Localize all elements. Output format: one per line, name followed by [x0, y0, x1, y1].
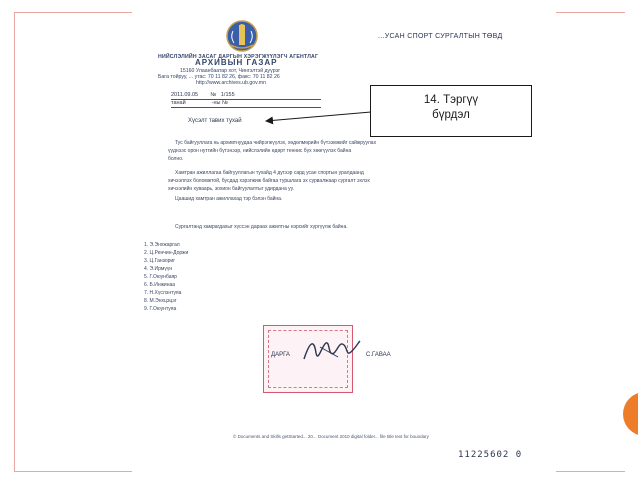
staff-list-item: 2. Ц.Ренчин-Доржи [144, 250, 189, 256]
paragraph-line: хичээллэх боломжтой, бусдад хэрэгжиж байгаа туршлага эх сурвалжаар сургалт эхлэх [168, 178, 370, 184]
callout-text [371, 93, 531, 123]
callout-line-2: бүрдэл [432, 109, 470, 121]
ref-to-number-label: -ны № [211, 100, 228, 106]
reference-line-1 [171, 92, 235, 98]
paragraph-line: Хамтран ажиллагаа байгууллагын тухайд 4 дүгээр сард усан спортын уралдаанд [175, 170, 364, 176]
org-address: 15160 Улаанбаатар хот, Чингэлтэй дүүрэг [180, 68, 281, 74]
signature-icon [300, 335, 364, 365]
staff-list-item: 3. Ц.Ганзориг [144, 258, 176, 264]
callout-line-1: 14. Тэргүү [423, 94, 479, 106]
letter-subject: Хүсэлт тавих тухай [188, 118, 242, 124]
ref-number: 1/155 [220, 92, 235, 98]
signatory-title: ДАРГА [271, 352, 290, 358]
staff-list-item: 9. Г.Оюунтуяа [144, 306, 177, 312]
ref-number-label: № [210, 92, 217, 98]
org-title: АРХИВЫН ГАЗАР [195, 58, 278, 67]
staff-list-item: 6. Б.Инжинаа [144, 282, 176, 288]
staff-list-item: 8. М.Энхцэцэг [144, 298, 177, 304]
staff-list-item: 5. Г.Оюунбаяр [144, 274, 177, 280]
staff-list-item: 7. Н.Хүслэнтуяа [144, 290, 182, 296]
paragraph-line: үүднээс орон нутгийн бүтэнээр, нийслэлийн өдөрт теннис бүх хөөгүүлэх байна [168, 148, 352, 154]
paragraph-line: Сургалтанд хамрагдахыг хүссэн дараах ажилтны нэрсийг хүргүүлж байна. [175, 224, 348, 230]
accent-tab [623, 392, 638, 436]
reference-line-2 [171, 100, 228, 106]
staff-list-item: 4. Э.Ирмүүн [144, 266, 173, 272]
org-contact: Бага тойруу, ... утас: 70 11 82 26, факс: 70 11 82 26 [158, 74, 280, 80]
recipient-address: ...УСАН СПОРТ СУРГАЛТЫН ТӨВД [378, 33, 503, 40]
ref-to: танай [171, 100, 186, 106]
state-emblem-icon [225, 19, 259, 54]
ref-date: 2011.09.05 [171, 92, 199, 98]
paragraph-line: Цаашид хамтран ажиллахад тэр бэлэн байна. [175, 196, 283, 202]
document-footer: © Documents and Skills getStarted... 20... Document 2010 digital folder... file title text for boundary [233, 434, 429, 439]
document-number: 11225602 0 [458, 450, 523, 460]
signatory-name: С.ГАВАА [366, 352, 391, 358]
ref-underline-2 [171, 107, 321, 108]
paragraph-line: хичээлийн хуваарь, зохион байгуулалтыг удирдана уу. [168, 186, 295, 192]
annotation-callout [370, 85, 532, 137]
paragraph-line: болно. [168, 156, 184, 162]
staff-list-item: 1. Э.Энхжаргал [144, 242, 180, 248]
org-name: НИЙСЛЭЛИЙН ЗАСАГ ДАРГЫН ХЭРЭГЖҮҮЛЭГЧ АГЕНТЛАГ [158, 54, 319, 60]
paragraph-line: Тус байгууллага нь архивтнуудаа чийрэгжүүлэх, хөдөлмөрийн бүтээмжийг сайжруулах [175, 140, 377, 146]
org-website: http://www.archives.ub.gov.mn [196, 80, 266, 86]
